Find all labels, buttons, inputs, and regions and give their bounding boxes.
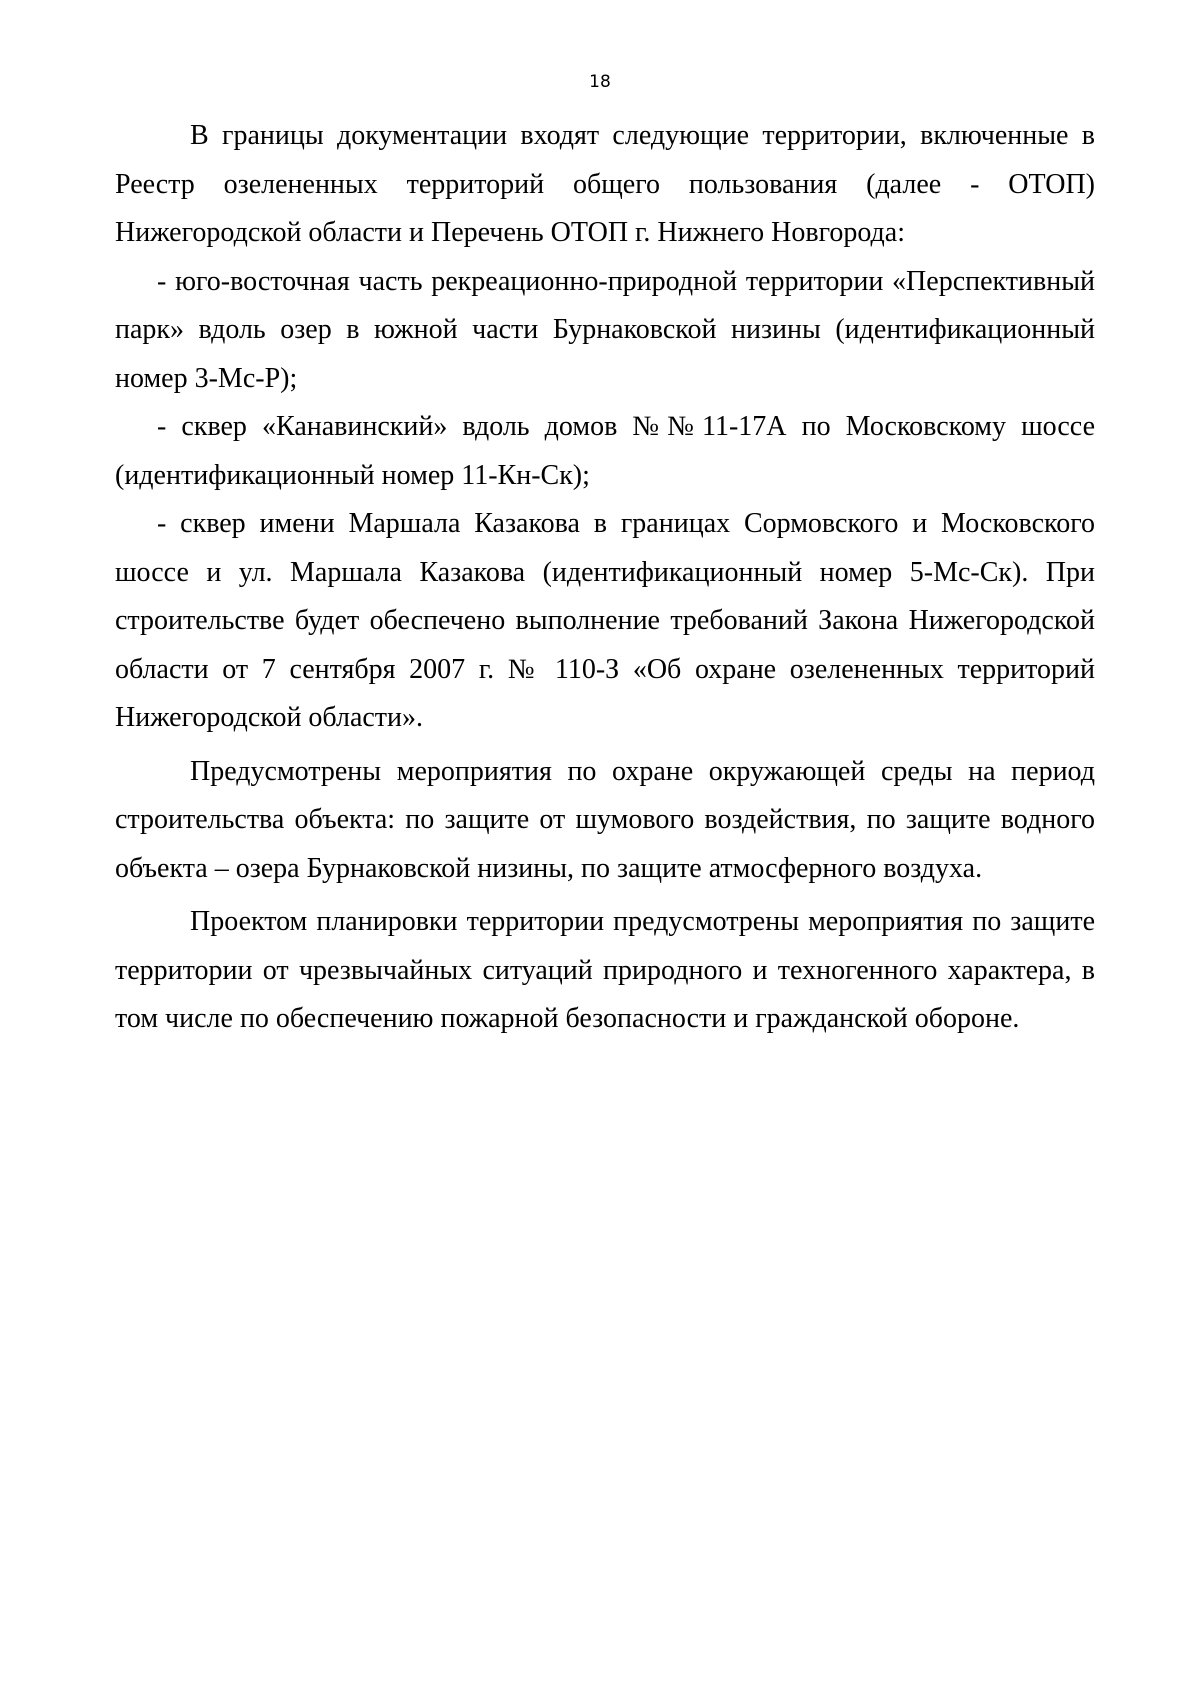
- paragraph-environment-protection: Предусмотрены мероприятия по охране окружающей среды на период строительства объекта: по защите от шумового воздействия, по защите водного объекта – озера Бурнаковской низины, по защите атмосферного воздуха.: [115, 755, 1095, 884]
- paragraph-emergency-protection: Проектом планировки территории предусмотрены мероприятия по защите территории от чрезвычайных ситуаций природного и техногенного характера, в том числе по обеспечению пожарной безопасности и гражданской обороне.: [115, 906, 1095, 1034]
- list-item-kazakov-square: - сквер имени Маршала Казакова в границах Сормовского и Московского шоссе и ул. Маршала Казакова (идентификационный номер 5-Мс-Ск). При строительстве будет обеспечено выполнение требований Закона Нижегородской области от 7 сентября 2007 г. № 110-З «Об охране озелененных территорий Нижегородской области».: [115, 508, 1095, 733]
- document-body: [115, 112, 1095, 1044]
- list-item-kanavinsky-square: - сквер «Канавинский» вдоль домов №№11-17А по Московскому шоссе (идентификационный номер 11-Кн-Ск);: [115, 411, 1095, 491]
- list-item-perspective-park: - юго-восточная часть рекреационно-природной территории «Перспективный парк» вдоль озер в южной части Бурнаковской низины (идентификационный номер 3-Мс-Р);: [115, 265, 1095, 394]
- page-number: 18: [589, 72, 611, 92]
- paragraph-territories-intro: В границы документации входят следующие территории, включенные в Реестр озелененных территорий общего пользования (далее - ОТОП) Нижегородской области и Перечень ОТОП г. Нижнего Новгорода:: [115, 120, 1095, 248]
